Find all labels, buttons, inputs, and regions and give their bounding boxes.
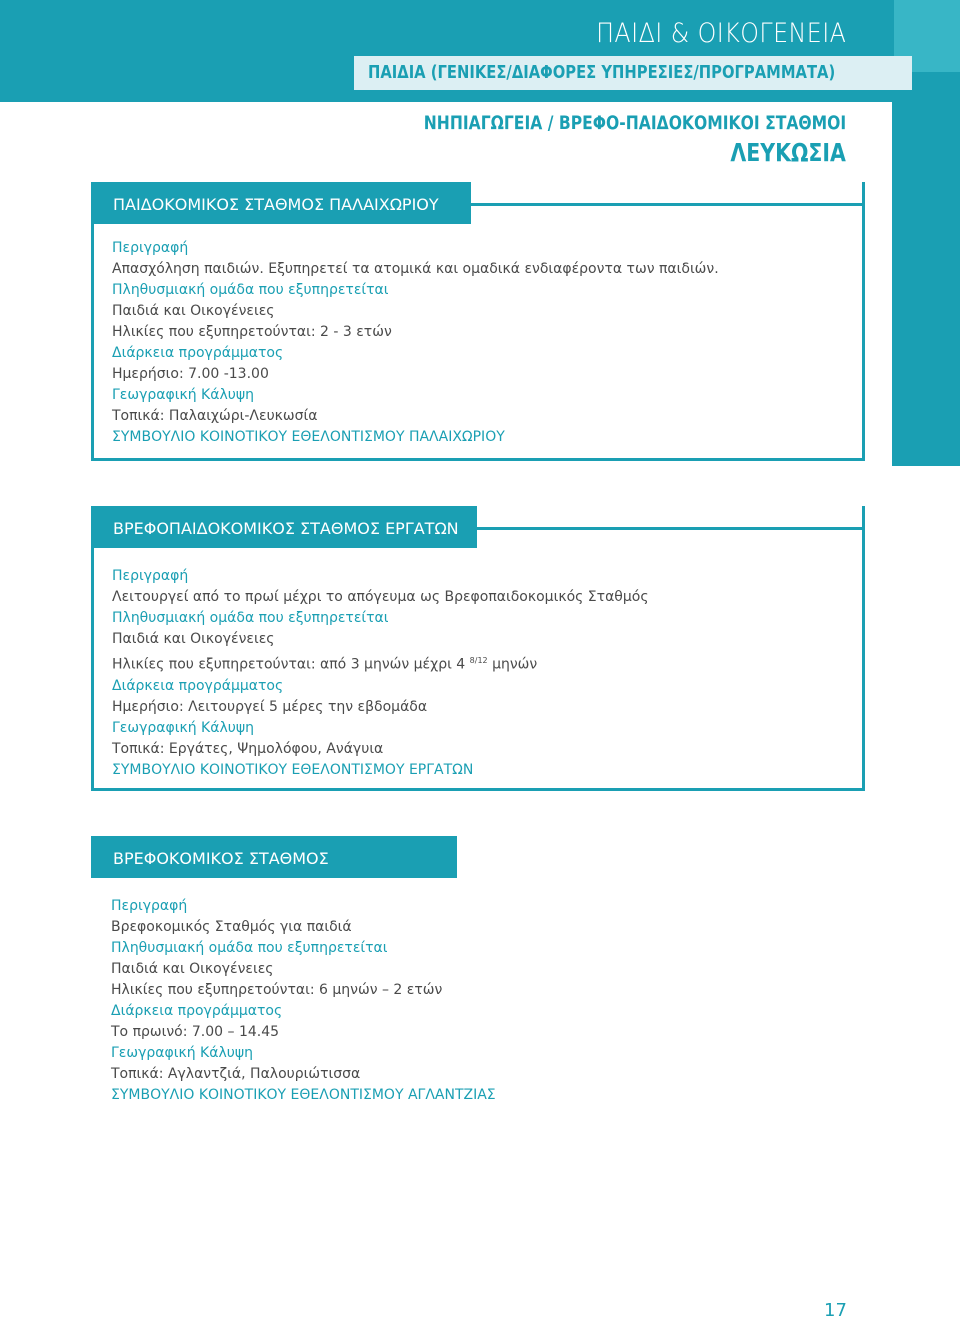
card-title: ΒΡΕΦΟΠΑΙΔΟΚΟΜΙΚΟΣ ΣΤΑΘΜΟΣ ΕΡΓΑΤΩΝ	[91, 506, 477, 548]
ages-suffix: μηνών	[492, 656, 538, 673]
duration-label: Διάρκεια προγράμματος	[112, 677, 284, 694]
category-title: ΠΑΙΔΙ & ΟΙΚΟΓΕΝΕΙΑ	[595, 18, 846, 49]
target-text: Παιδιά και Οικογένειες	[111, 961, 274, 977]
duration-label: Διάρκεια προγράμματος	[111, 1003, 283, 1019]
coverage-text: Τοπικά: Εργάτες, Ψημολόφου, Ανάγυια	[112, 740, 384, 757]
side-accent-strip	[892, 102, 960, 466]
duration-label: Διάρκεια προγράμματος	[112, 345, 284, 361]
service-card	[91, 182, 865, 461]
target-label: Πληθυσμιακή ομάδα που εξυπηρετείται	[112, 610, 389, 626]
subcategory-bar	[354, 56, 912, 90]
description-text: Απασχόληση παιδιών. Εξυπηρετεί τα ατομικά και ομαδικά ενδιαφέροντα των παιδιών.	[112, 261, 719, 277]
ages-text	[112, 650, 852, 676]
coverage-label: Γεωγραφική Κάλυψη	[112, 387, 254, 403]
ages-text: Ηλικίες που εξυπηρετούνται: 6 μηνών – 2 ετών	[111, 982, 443, 998]
section-heading: ΝΗΠΙΑΓΩΓΕΙΑ / ΒΡΕΦΟ-ΠΑΙΔΟΚΟΜΙΚΟΙ ΣΤΑΘΜΟΙ	[423, 112, 846, 134]
duration-text: Το πρωινό: 7.00 – 14.45	[111, 1024, 280, 1040]
page-number: 17	[824, 1300, 847, 1321]
description-text: Βρεφοκομικός Σταθμός για παιδιά	[111, 919, 352, 935]
target-text: Παιδιά και Οικογένειες	[112, 303, 275, 319]
description-label: Περιγραφή	[112, 568, 189, 584]
subcategory-label: ΠΑΙΔΙΑ (ΓΕΝΙΚΕΣ/ΔΙΑΦΟΡΕΣ ΥΠΗΡΕΣΙΕΣ/ΠΡΟΓΡΑΜΜΑΤΑ)	[368, 62, 836, 83]
card-border-top	[477, 527, 865, 530]
service-card	[91, 836, 865, 1108]
target-label: Πληθυσμιακή ομάδα που εξυπηρετείται	[111, 940, 388, 956]
description-label: Περιγραφή	[111, 898, 188, 914]
service-card	[91, 506, 865, 791]
card-body	[111, 896, 855, 1106]
description-label: Περιγραφή	[112, 240, 189, 256]
city-heading: ΛΕΥΚΩΣΙΑ	[730, 138, 846, 167]
coverage-label: Γεωγραφική Κάλυψη	[111, 1045, 253, 1061]
council-name: ΣΥΜΒΟΥΛΙΟ ΚΟΙΝΟΤΙΚΟΥ ΕΘΕΛΟΝΤΙΣΜΟΥ ΠΑΛΑΙΧΩΡΙΟΥ	[112, 429, 505, 445]
card-body	[112, 566, 852, 781]
coverage-label: Γεωγραφική Κάλυψη	[112, 719, 254, 736]
card-title: ΒΡΕΦΟΚΟΜΙΚΟΣ ΣΤΑΘΜΟΣ	[91, 836, 457, 878]
target-label: Πληθυσμιακή ομάδα που εξυπηρετείται	[112, 282, 389, 298]
coverage-text: Τοπικά: Παλαιχώρι-Λευκωσία	[112, 408, 318, 424]
ages-prefix: Ηλικίες που εξυπηρετούνται: από 3 μηνών μέχρι 4	[112, 656, 466, 673]
council-name: ΣΥΜΒΟΥΛΙΟ ΚΟΙΝΟΤΙΚΟΥ ΕΘΕΛΟΝΤΙΣΜΟΥ ΕΡΓΑΤΩΝ	[112, 761, 474, 778]
duration-text: Ημερήσιο: Λειτουργεί 5 μέρες την εβδομάδα	[112, 698, 428, 715]
ages-text: Ηλικίες που εξυπηρετούνται: 2 - 3 ετών	[112, 324, 392, 340]
card-border-top	[471, 203, 865, 206]
council-name: ΣΥΜΒΟΥΛΙΟ ΚΟΙΝΟΤΙΚΟΥ ΕΘΕΛΟΝΤΙΣΜΟΥ ΑΓΛΑΝΤΖΙΑΣ	[111, 1087, 496, 1103]
ages-fraction: 8/12	[469, 656, 488, 665]
target-text: Παιδιά και Οικογένειες	[112, 631, 275, 647]
coverage-text: Τοπικά: Αγλαντζιά, Παλουριώτισσα	[111, 1066, 361, 1082]
card-title: ΠΑΙΔΟΚΟΜΙΚΟΣ ΣΤΑΘΜΟΣ ΠΑΛΑΙΧΩΡΙΟΥ	[91, 182, 471, 224]
description-text: Λειτουργεί από το πρωί μέχρι το απόγευμα ως Βρεφοπαιδοκομικός Σταθμός	[112, 589, 649, 605]
duration-text: Ημερήσιο: 7.00 -13.00	[112, 366, 269, 382]
card-body	[112, 238, 852, 448]
